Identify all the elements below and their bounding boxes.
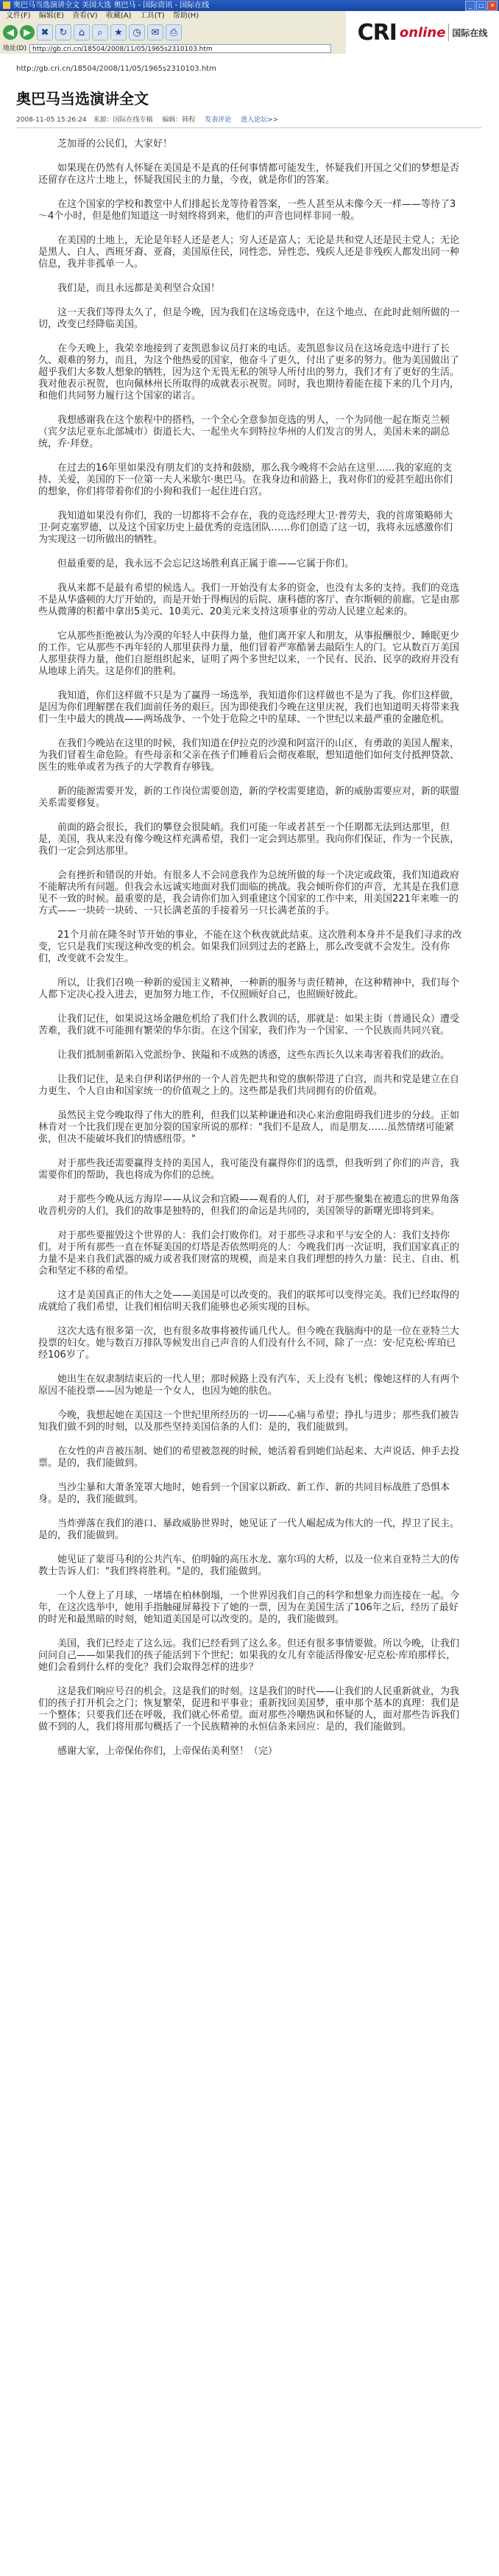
address-label: 地址(D) [3,45,26,52]
home-icon[interactable]: ⌂ [74,24,90,41]
forum-link[interactable]: 进入论坛>> [241,116,279,124]
article-paragraph: 对于那些要摧毁这个世界的人：我们会打败你们。对于那些寻求和平与安全的人：我们支持你们。对于所有那些一直在怀疑美国的灯塔是否依然明亮的人：今晚我们再一次证明，我们国家真正的力量不是来自我们武器的威力或者我们财富的规模，而是来自我们理想的持久力量：民主、自由、机会和坚定不移的希望。 [38,1230,460,1277]
menu-view[interactable]: 查看(V) [72,12,98,20]
article-date: 2008-11-05 15:26:24 [16,116,87,124]
stop-icon[interactable]: ✖ [37,24,53,41]
title-divider [16,127,481,128]
logo-cri: CRI [357,19,397,46]
article-paragraph: 如果现在仍然有人怀疑在美国是不是真的任何事情都可能发生，怀疑我们开国之父们的梦想是否还留存在这片土地上，怀疑我国民主的力量，今夜，就是你们的答案。 [38,163,460,186]
article-paragraph: 当沙尘暴和大萧条笼罩大地时，她看到一个国家以新政、新工作、新的共同目标战胜了恐惧本身。是的，我们能做到。 [38,1482,450,1505]
article-paragraph: 前面的路会很长，我们的攀登会很陡峭。我们可能一年或者甚至一个任期都无法到达那里，但是，美国，我从来没有像今晚这样充满希望，我们一定会到达那里。我向你们保证，作为一个民族，我们一定会到达那里。 [38,822,460,857]
article-paragraph: 一个人登上了月球，一堵墙在柏林倒塌，一个世界因我们自己的科学和想象力而连接在一起。今年，在这次选举中，她用手指触碰屏幕投下了她的一票，因为在美国生活了106年之后，经历了最好的时光和最黑暗的时刻，她知道美国是可以改变的。是的，我们能做到。 [38,1590,460,1625]
menu-edit[interactable]: 编辑(E) [38,12,64,20]
article-paragraph: 这才是美国真正的伟大之处——美国是可以改变的。我们的联邦可以变得完美。我们已经取得的成就给了我们希望，让我们相信明天我们能够也必须实现的目标。 [38,1290,460,1313]
article-paragraph: 让我们抵制重新陷入党派纷争、狭隘和不成熟的诱惑，这些东西长久以来毒害着我们的政治。 [57,1050,450,1061]
menu-bar [0,11,346,21]
article-paragraph: 美国，我们已经走了这么远。我们已经看到了这么多。但还有很多事情要做。所以今晚，让我们问问自己——如果我们的孩子能活到下个世纪；如果我的女儿有幸能活得像安·尼克松·库珀那样长，她们会看到什么样的变化？我们会取得怎样的进步？ [38,1638,460,1673]
article-paragraph: 在美国的土地上，无论是年轻人还是老人；穷人还是富人；无论是共和党人还是民主党人；无论是黑人、白人、西班牙裔、亚裔，美国原住民，同性恋、异性恋、残疾人还是非残疾人都发出同一种信息，我并非孤单一人。 [38,235,460,270]
window-title: 奥巴马当选演讲全文 美国大选 奥巴马 - 国际资讯 - 国际在线 [13,1,210,10]
article-paragraph: 新的能源需要开发，新的工作岗位需要创造，新的学校需要建造，新的威胁需要应对，新的联盟关系需要修复。 [38,786,460,809]
cri-online-logo[interactable] [346,11,499,54]
article-paragraph: 但最重要的是，我永远不会忘记这场胜利真正属于谁——它属于你们。 [57,558,355,569]
article-paragraph: 在今天晚上，我荣幸地接到了麦凯恩参议员打来的电话。麦凯恩参议员在这场竞选中进行了长久、艰难的努力，而且，为这个他热爱的国家，他奋斗了更久，付出了更多的努力。他为美国做出了超乎我们大多数人想象的牺牲，因为这个无畏无私的领导人所付出的努力，我们才有了更好的生活。我对他表示祝贺，也向佩林州长所取得的成就表示祝贺。同时，我也期待着能在接下来的几个月内，和他们共同努力履行这个国家的诺言。 [38,343,460,401]
menu-tools[interactable]: 工具(T) [139,12,165,20]
article-paragraph: 当炸弹落在我们的港口、暴政威胁世界时，她见证了一代人崛起成为伟大的一代，捍卫了民主。是的，我们能做到。 [38,1518,460,1541]
menu-favorites[interactable]: 收藏(A) [105,12,132,20]
menu-help[interactable]: 帮助(H) [172,12,199,20]
article-paragraph: 这一天我们等得太久了，但是今晚，因为我们在这场竞选中，在这个地点、在此时此刻所做的一切，改变已经降临美国。 [38,307,460,330]
article-paragraph: 在我们今晚站在这里的时候，我们知道在伊拉克的沙漠和阿富汗的山区，有勇敢的美国人醒来，为我们冒着生命危险。有些母亲和父亲在孩子们睡着后会彻夜难眠，想知道他们如何支付抵押贷款、医生的账单或者为孩子的大学教育存够钱。 [38,738,460,773]
article-paragraph: 我从来都不是最有希望的候选人。我们一开始没有太多的资金，也没有太多的支持。我们的竞选不是从华盛顿的大厅开始的，而是开始于得梅因的后院、康科德的客厅、查尔斯顿的前廊。它是由那些从微薄的积蓄中拿出5美元、10美元、20美元来支持这项事业的劳动人民建立起来的。 [38,583,460,617]
article-paragraph: 让我们记住，如果说这场金融危机给了我们什么教训的话，那就是：如果主街（普通民众）遭受苦难，我们就不可能拥有繁荣的华尔街。在这个国家，我们作为一个国家、一个民族而共同兴衰。 [38,1014,460,1036]
article-meta [16,114,278,124]
page-title: 奥巴马当选演讲全文 [16,90,149,108]
article-paragraph: 21个月前在隆冬时节开始的事业，不能在这个秋夜就此结束。这次胜利本身并不是我们寻求的改变，它只是我们实现这种改变的机会。如果我们回到过去的老路上，那么改变就不会发生。没有你们，改变就不会发生。 [38,930,462,964]
article-paragraph: 我们是，而且永远都是美利坚合众国！ [57,283,221,294]
maximize-button[interactable]: □ [476,1,486,11]
article-paragraph: 这次大选有很多第一次，也有很多故事将被传诵几代人。但今晚在我脑海中的是一位在亚特兰大投票的妇女。她与数百万排队等候发出自己声音的人们没有什么不同，除了一点：安·尼克松·库珀已经106岁了。 [38,1326,460,1361]
article-body [38,138,462,1770]
article-paragraph: 她见证了蒙哥马利的公共汽车、伯明翰的高压水龙、塞尔玛的大桥，以及一位来自亚特兰大的传教士告诉人们："我们终将胜利。"是的，我们能做到。 [38,1554,460,1577]
article-paragraph: 在过去的16年里如果没有朋友们的支持和鼓励，那么我今晚将不会站在这里……我的家庭的支持、关爱，美国的下一位第一夫人米歇尔·奥巴马。在我身边和前路上，我对你们的爱甚至超出你们的想象，你们将带着你们的小狗和我们一起住进白宫。 [38,463,453,497]
logo-online: online [399,24,446,41]
article-editor: 编辑：韩程 [162,116,196,124]
article-paragraph: 感谢大家，上帝保佑你们，上帝保佑美利坚！（完） [57,1746,278,1757]
article-paragraph: 在这个国家的学校和教堂中人们排起长龙等待着答案，一些人甚至从未像今天一样——等待了3～4个小时，但是他们知道这一时刻终将到来，他们的声音也同样非同一般。 [38,199,456,222]
window-controls [465,1,498,11]
article-paragraph: 我知道如果没有你们，我的一切都将不会存在，我的竞选经理大卫·普劳夫，我的首席策略师大卫·阿克塞罗德，以及这个国家历史上最优秀的竞选团队……你们创造了这一切，我将永远感激你们为实现这一切所做出的牺牲。 [38,510,453,545]
refresh-icon[interactable]: ↻ [55,24,71,41]
window-titlebar [0,0,499,11]
article-paragraph: 让我们记住，是来自伊利诺伊州的一个人首先把共和党的旗帜带进了白宫，而共和党是建立在自力更生、个人自由和国家统一的价值观之上的。这些都是我们共同拥有的价值观。 [38,1074,460,1097]
page-url: http://gb.cri.cn/18504/2008/11/05/1965s2310103.htm [16,65,216,73]
search-icon[interactable]: ⌕ [92,24,108,41]
logo-divider [448,24,449,41]
address-bar [0,43,346,54]
logo-tagline: 国际在线 [452,27,488,38]
minimize-button[interactable]: _ [465,1,475,11]
address-input[interactable]: http://gb.cri.cn/18504/2008/11/05/1965s2310103.htm [29,44,331,53]
comment-link[interactable]: 发表评论 [205,116,232,124]
article-paragraph: 她出生在奴隶制结束后的一代人里；那时候路上没有汽车，天上没有飞机；像她这样的人有两个原因不能投票——因为她是一个女人，也因为她的肤色。 [38,1374,460,1397]
article-paragraph: 对于那些我还需要赢得支持的美国人，我可能没有赢得你们的选票，但我听到了你们的声音，我需要你们的帮助，我也将成为你们的总统。 [38,1158,460,1181]
article-paragraph: 所以，让我们召唤一种新的爱国主义精神，一种新的服务与责任精神，在这种精神中，我们每个人都下定决心投入进去，更加努力地工作，不仅照顾好自己，也照顾好彼此。 [38,978,460,1000]
article-paragraph: 会有挫折和错误的开始。有很多人不会同意我作为总统所做的每一个决定或政策，我们知道政府不能解决所有问题。但我会永远诚实地面对我们面临的挑战。我会倾听你们的声音，尤其是在我们意见不一致的时候。最重要的是，我会请你们加入到重建这个国家的工作中来，用美国221年来唯一的方式——一块砖一块砖、一只长满老茧的手接着另一只长满老茧的手。 [38,870,460,916]
article-paragraph: 它从那些拒绝被认为冷漠的年轻人中获得力量，他们离开家人和朋友，从事报酬很少、睡眠更少的工作。它从那些不再年轻的人那里获得力量，他们冒着严寒酷暑去敲陌生人的门。它从数百万美国人那里获得力量，他们自愿组织起来，证明了两个多世纪以来，一个民有、民治、民享的政府并没有从地球上消失。这是你们的胜利。 [38,631,460,677]
article-paragraph: 我知道，你们这样做不只是为了赢得一场选举，我知道你们这样做也不是为了我。你们这样做，是因为你们理解摆在我们面前任务的艰巨。因为即使我们今晚在这里庆祝，我们也知道明天将带来我们一生中最大的挑战——两场战争、一个处于危险之中的星球、一个世纪以来最严重的金融危机。 [38,690,460,725]
menu-file[interactable]: 文件(F) [6,12,31,20]
browser-toolbar [0,21,346,43]
mail-icon[interactable]: ✉ [147,24,163,41]
close-button[interactable]: ✕ [487,1,498,11]
article-source: 来源：国际在线专稿 [93,116,153,124]
article-paragraph: 今晚，我想起她在美国这一个世纪里所经历的一切——心痛与希望；挣扎与进步；那些我们被告知我们做不到的时刻，以及那些坚持美国信条的人们：是的，我们能做到。 [38,1410,460,1433]
favorites-star-icon[interactable]: ★ [110,24,127,41]
article-paragraph: 芝加哥的公民们，大家好！ [57,138,173,150]
browser-icon [3,1,10,9]
print-icon[interactable]: ⎙ [166,24,182,41]
forward-arrow-icon[interactable]: ▶ [20,25,35,40]
back-arrow-icon[interactable]: ◀ [3,25,18,40]
history-icon[interactable]: ◷ [129,24,145,41]
article-paragraph: 我想感谢我在这个旅程中的搭档，一个全心全意参加竞选的男人，一个为同他一起在斯克兰顿（宾夕法尼亚东北部城市）街道长大、一起坐火车到特拉华州的人们发言的男人，美国未来的副总统，乔·拜登。 [38,415,450,449]
article-paragraph: 这是我们响应号召的机会。这是我们的时刻。这是我们的时代——让我们的人民重新就业，为我们的孩子打开机会之门；恢复繁荣，促进和平事业；重新找回美国梦，重申那个基本的真理：我们是一个整体；只要我们还在呼吸，我们就心怀希望。面对那些冷嘲热讽和怀疑的人，面对那些告诉我们做不到的人，我们将用那句概括了一个民族精神的永恒信条来回应：是的，我们能做到。 [38,1686,460,1733]
article-paragraph: 在女性的声音被压制、她们的希望被忽视的时候，她活着看到她们站起来、大声说话、伸手去投票。是的，我们能做到。 [38,1446,460,1469]
article-paragraph: 对于那些今晚从远方海岸——从议会和宫殿——观看的人们，对于那些聚集在被遗忘的世界角落收音机旁的人们，我们的故事是独特的，但我们的命运是共同的，美国领导的新曙光即将到来。 [38,1194,460,1217]
article-paragraph: 虽然民主党今晚取得了伟大的胜利，但我们以某种谦逊和决心来治愈阻碍我们进步的分歧。正如林肯对一个比我们现在更加分裂的国家所说的那样："我们不是敌人，而是朋友……虽然情绪可能紧张，但决不能破坏我们的情感纽带。" [38,1110,460,1145]
